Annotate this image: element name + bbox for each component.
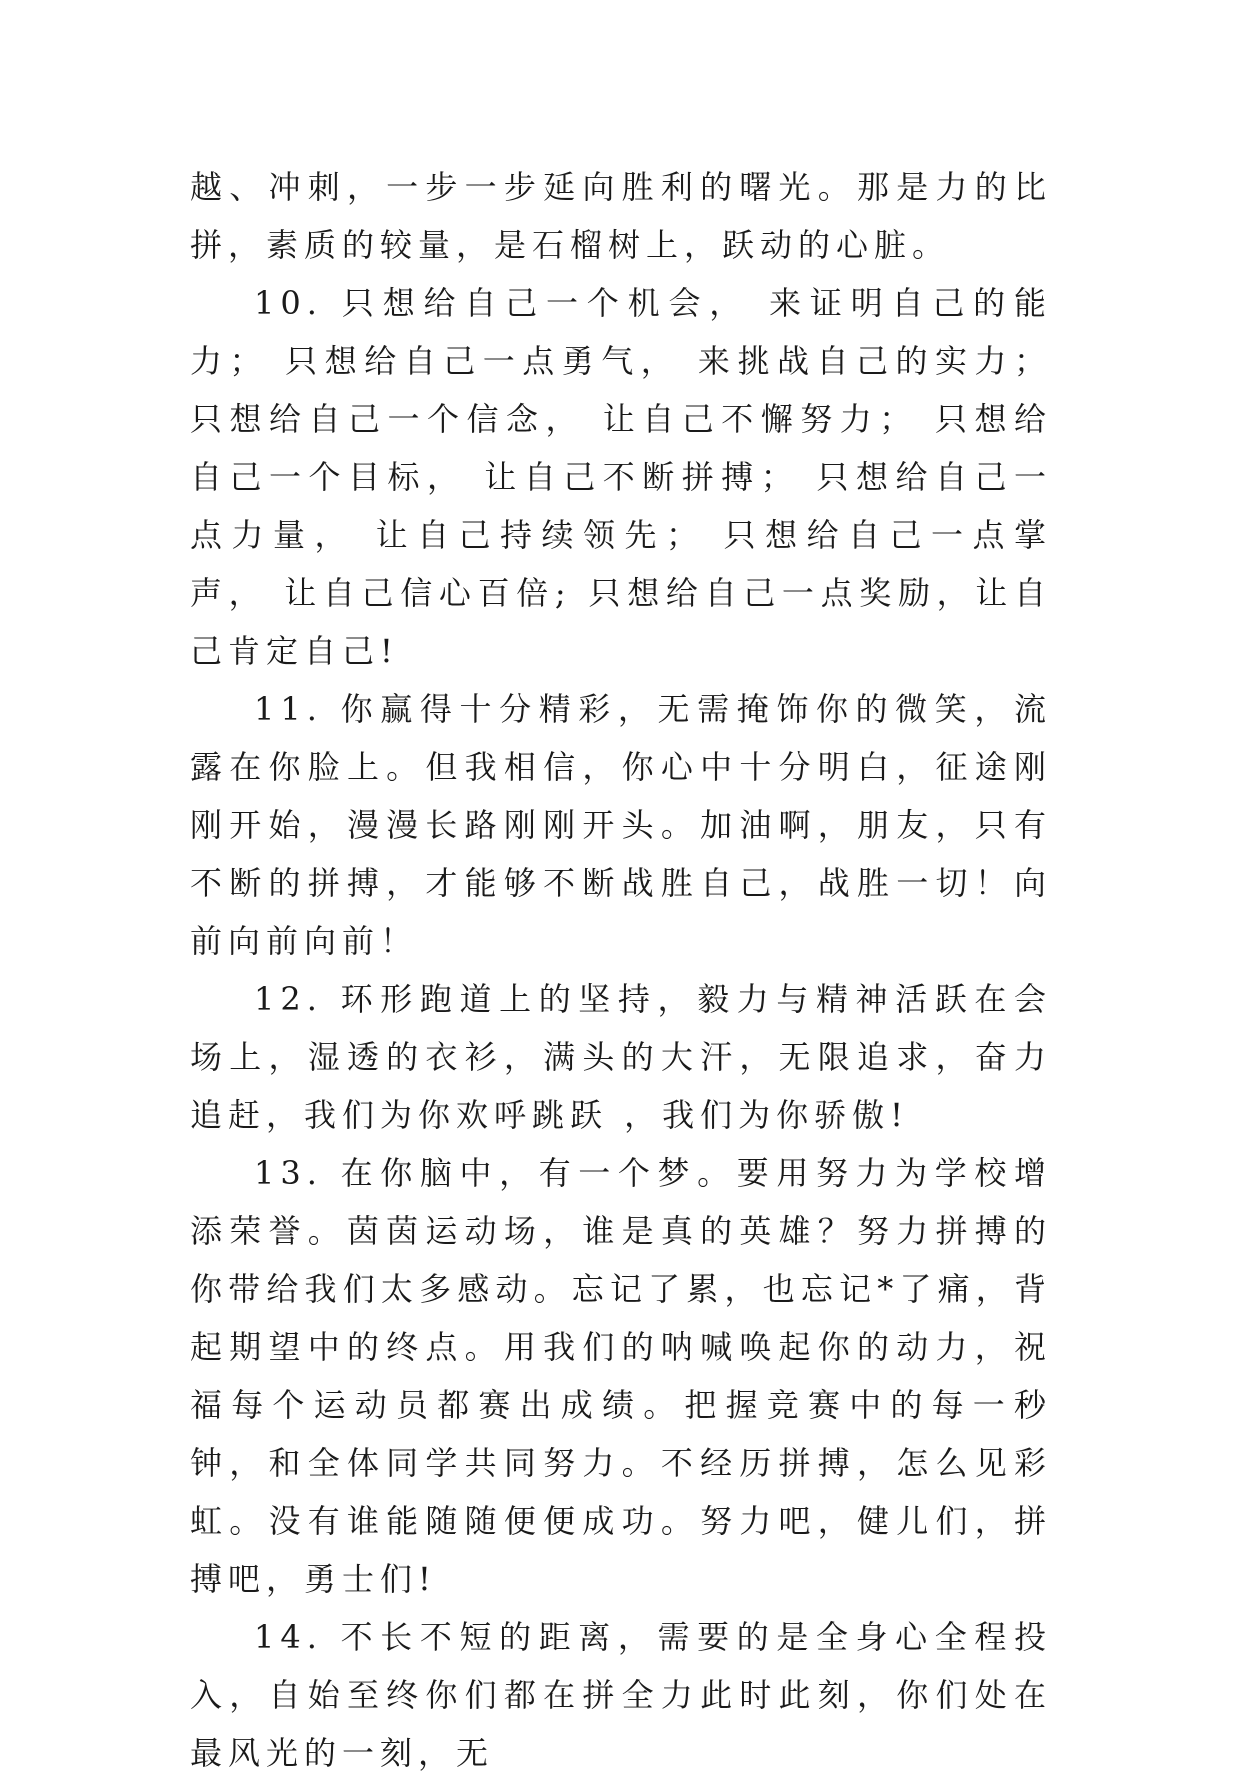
paragraph-13: 13. 在你脑中，有一个梦。要用努力为学校增添荣誉。茵茵运动场，谁是真的英雄？努力拼搏的你带给我们太多感动。忘记了累，也忘记*了痛，背起期望中的终点。用我们的呐喊唤起你的动力，祝福每个运动员都赛出成绩。把握竞赛中的每一秒钟，和全体同学共同努力。不经历拼搏，怎么见彩虹。没有谁能随随便便成功。努力吧，健儿们，拼搏吧，勇士们! <box>190 1154 1052 1598</box>
paragraph-14: 14. 不长不短的距离，需要的是全身心全程投入，自始至终你们都在拼全力此时此刻，你们处在最风光的一刻，无 <box>190 1618 1052 1772</box>
paragraph-10: 10. 只想给自己一个机会， 来证明自己的能力； 只想给自己一点勇气， 来挑战自己的实力； 只想给自己一个信念， 让自己不懈努力； 只想给自己一个目标， 让自己不断拼搏； 只想给自己一点力量， 让自己持续领先； 只想给自己一点掌声， 让自己信心百倍; 只想给自己一点奖励，让自己肯定自己! <box>190 284 1052 670</box>
paragraph-11: 11. 你赢得十分精彩，无需掩饰你的微笑，流露在你脸上。但我相信，你心中十分明白，征途刚刚开始，漫漫长路刚刚开头。加油啊，朋友，只有不断的拼搏，才能够不断战胜自己，战胜一切！向前向前向前！ <box>190 690 1052 960</box>
paragraph-12: 12. 环形跑道上的坚持，毅力与精神活跃在会场上，湿透的衣衫，满头的大汗，无限追求，奋力追赶，我们为你欢呼跳跃 ，我们为你骄傲! <box>190 980 1052 1134</box>
document-body <box>190 158 1052 1782</box>
paragraph-continuation: 越、冲刺，一步一步延向胜利的曙光。那是力的比拼，素质的较量，是石榴树上，跃动的心脏。 <box>190 168 1052 264</box>
